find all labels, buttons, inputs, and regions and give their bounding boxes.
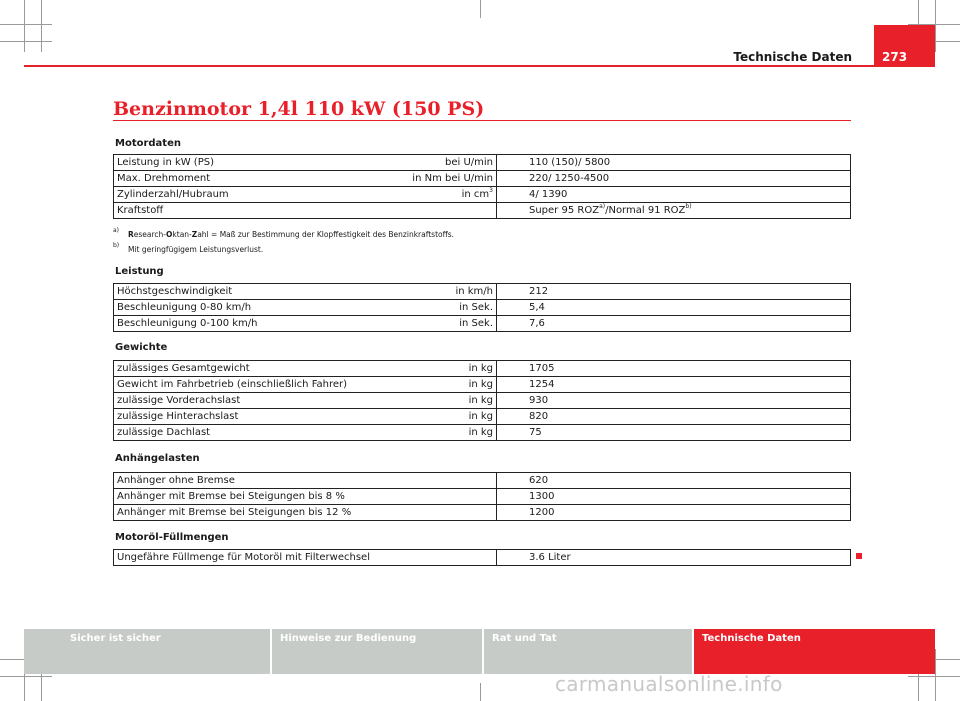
footnote-text: Mit geringfügigem Leistungsverlust.: [128, 245, 264, 254]
row-value: 3.6 Liter: [497, 550, 851, 566]
page-title: Benzinmotor 1,4l 110 kW (150 PS): [113, 98, 485, 120]
crop-mark: [480, 0, 481, 18]
row-unit: in kg: [399, 377, 497, 393]
title-rule: [113, 120, 851, 121]
row-label: Beschleunigung 0-100 km/h: [114, 316, 399, 332]
row-value: 820: [497, 409, 851, 425]
row-unit: [399, 187, 497, 203]
row-label: Zylinderzahl/Hubraum: [114, 187, 399, 203]
row-value: 930: [497, 393, 851, 409]
row-unit: in kg: [399, 425, 497, 441]
row-value: 75: [497, 425, 851, 441]
footer-tab-bedienung[interactable]: Hinweise zur Bedienung: [272, 629, 482, 674]
row-value: 1705: [497, 361, 851, 377]
fuel-super: Super 95 ROZ: [529, 204, 600, 216]
section-heading-gewichte: Gewichte: [115, 342, 168, 353]
table-row: [114, 377, 851, 393]
table-row: [114, 473, 851, 489]
row-unit: in Nm bei U/min: [399, 171, 497, 187]
footnote-mark: b): [113, 242, 120, 249]
section-heading-motoroel: Motoröl-Füllmengen: [115, 532, 229, 543]
table-leistung: [113, 283, 851, 332]
section-heading-anhaengelasten: Anhängelasten: [115, 453, 200, 464]
table-gewichte: [113, 360, 851, 441]
footer-tab-rat-und-tat[interactable]: Rat und Tat: [484, 629, 692, 674]
table-row: [114, 203, 851, 219]
row-value: 5,4: [497, 300, 851, 316]
crop-mark: [0, 41, 52, 42]
row-label: zulässige Dachlast: [114, 425, 399, 441]
row-label: Kraftstoff: [114, 203, 399, 219]
crop-mark: [24, 0, 25, 52]
row-value: 1200: [497, 505, 851, 521]
table-row: [114, 425, 851, 441]
row-label: Gewicht im Fahrbetrieb (einschließlich Fahrer): [114, 377, 399, 393]
row-label: zulässiges Gesamtgewicht: [114, 361, 399, 377]
row-unit: in Sek.: [399, 316, 497, 332]
page-number: 273: [882, 50, 908, 64]
row-unit: bei U/min: [399, 155, 497, 171]
row-value: 1254: [497, 377, 851, 393]
crop-mark: [935, 0, 936, 52]
footnote-ref-a[interactable]: a): [599, 202, 606, 210]
fuel-normal: /Normal 91 ROZ: [605, 204, 686, 216]
watermark-text: carmanualsonline.info: [555, 672, 783, 696]
row-label: Höchstgeschwindigkeit: [114, 284, 399, 300]
row-value: 1300: [497, 489, 851, 505]
row-value: 7,6: [497, 316, 851, 332]
crop-mark: [935, 649, 936, 701]
row-unit: in kg: [399, 393, 497, 409]
footnote-ref-b[interactable]: b): [685, 202, 692, 210]
table-row: [114, 155, 851, 171]
table-motordaten: [113, 154, 851, 219]
footnote-mark: a): [113, 227, 120, 234]
table-row: [114, 361, 851, 377]
crop-mark: [0, 24, 52, 25]
table-row: [114, 171, 851, 187]
table-row: [114, 409, 851, 425]
crop-mark: [480, 683, 481, 701]
section-heading-motordaten: Motordaten: [115, 138, 181, 149]
table-motoroel: [113, 549, 851, 566]
footer-tab-technische-daten[interactable]: Technische Daten: [694, 629, 935, 674]
crop-mark: [0, 676, 52, 677]
table-row: [114, 505, 851, 521]
row-value: 212: [497, 284, 851, 300]
row-label: Anhänger ohne Bremse: [114, 473, 497, 489]
row-label: Leistung in kW (PS): [114, 155, 399, 171]
running-header: Technische Daten: [733, 50, 852, 64]
row-label: zulässige Hinterachslast: [114, 409, 399, 425]
row-unit: in kg: [399, 361, 497, 377]
section-end-marker: [856, 553, 862, 559]
crop-mark: [41, 0, 42, 52]
table-row: [114, 284, 851, 300]
unit-superscript: 3: [489, 186, 493, 194]
table-row: [114, 393, 851, 409]
row-label: Ungefähre Füllmenge für Motoröl mit Filterwechsel: [114, 550, 497, 566]
row-label: Max. Drehmoment: [114, 171, 399, 187]
row-unit: [399, 203, 497, 219]
table-row: [114, 316, 851, 332]
footer-tab-sicher[interactable]: Sicher ist sicher: [24, 629, 270, 674]
page-number-badge: [874, 25, 935, 67]
row-value: 4/ 1390: [497, 187, 851, 203]
row-value: 220/ 1250-4500: [497, 171, 851, 187]
row-value: 110 (150)/ 5800: [497, 155, 851, 171]
row-unit: in Sek.: [399, 300, 497, 316]
table-anhaengelasten: [113, 472, 851, 521]
section-heading-leistung: Leistung: [115, 266, 164, 277]
row-unit: in km/h: [399, 284, 497, 300]
table-row: [114, 187, 851, 203]
row-value: 620: [497, 473, 851, 489]
row-label: zulässige Vorderachslast: [114, 393, 399, 409]
row-value: [497, 203, 851, 219]
row-label: Beschleunigung 0-80 km/h: [114, 300, 399, 316]
table-row: [114, 300, 851, 316]
header-rule: [24, 65, 935, 67]
crop-mark: [908, 676, 960, 677]
row-unit: in kg: [399, 409, 497, 425]
table-row: [114, 550, 851, 566]
row-label: Anhänger mit Bremse bei Steigungen bis 12 %: [114, 505, 497, 521]
table-row: [114, 489, 851, 505]
row-label: Anhänger mit Bremse bei Steigungen bis 8 %: [114, 489, 497, 505]
footnote-text: Research-Oktan-Zahl = Maß zur Bestimmung der Klopffestigkeit des Benzinkraftstoffs.: [128, 230, 455, 239]
unit-text: in cm: [461, 188, 490, 200]
